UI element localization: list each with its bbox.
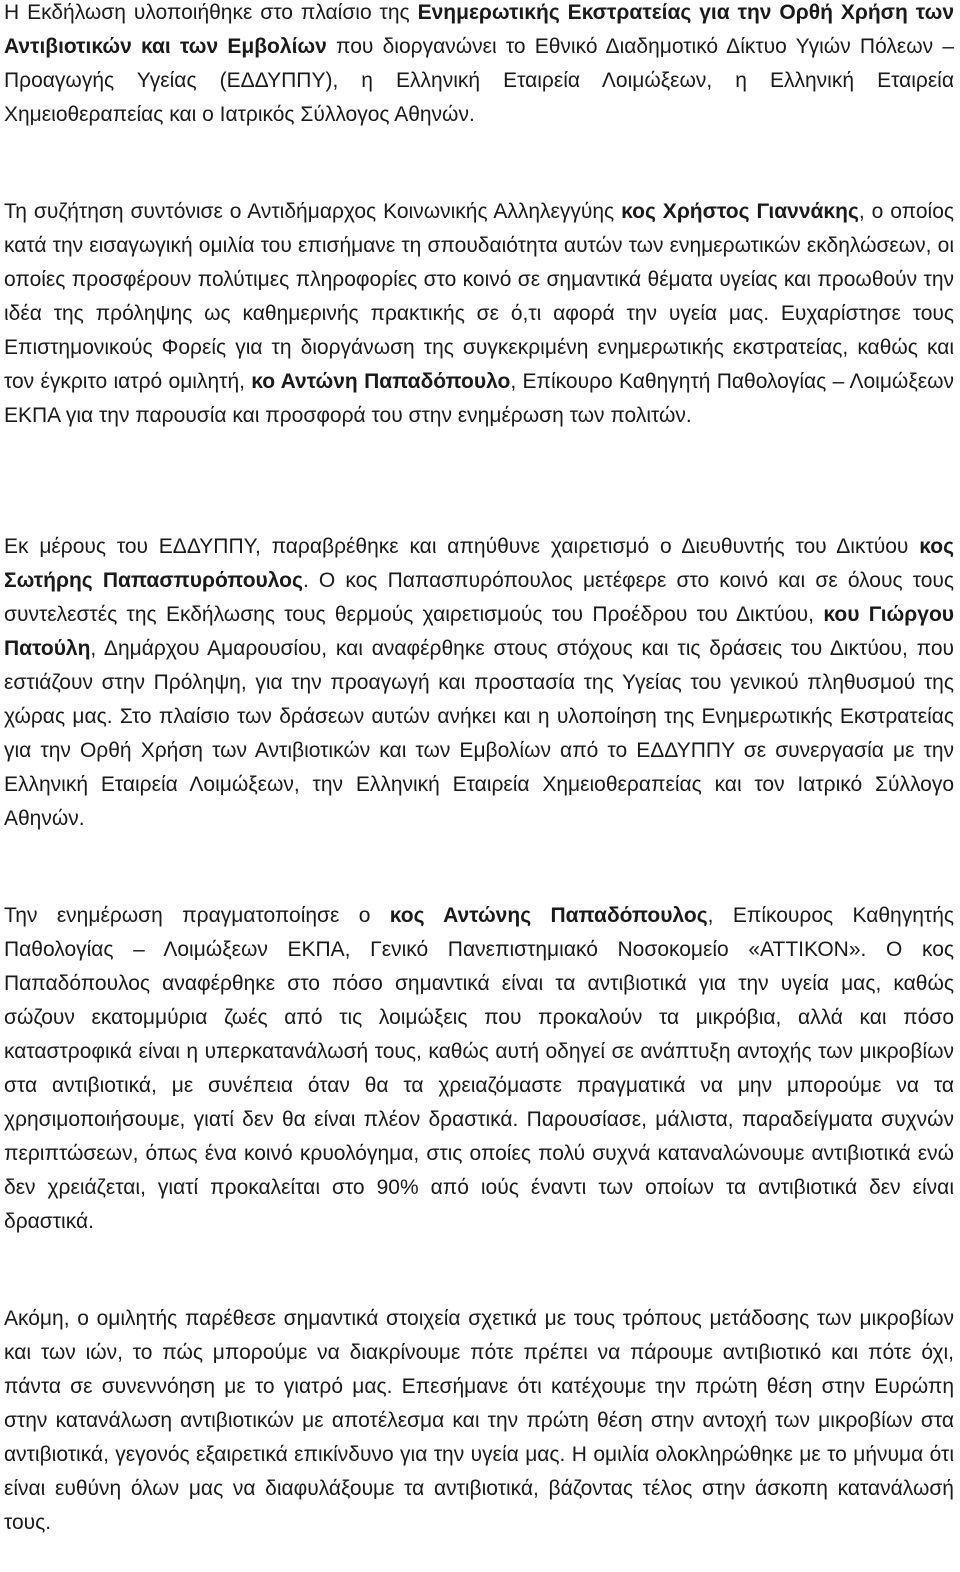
bold-run: κου Γιώργου Πατούλη xyxy=(4,603,955,660)
text-run: Τη συζήτηση συντόνισε ο Αντιδήμαρχος Κοινωνικής Αλληλεγγύης xyxy=(4,200,622,223)
text-run: Εκ μέρους του ΕΔΔΥΠΠΥ, παραβρέθηκε και απηύθυνε χαιρετισμό ο Διευθυντής του Δικτύου xyxy=(4,535,920,558)
bold-run: κο Αντώνη Παπαδόπουλο xyxy=(251,370,511,393)
paragraph-speaker xyxy=(4,899,954,1239)
paragraph-campaign-intro xyxy=(4,0,954,132)
bold-run: κος Σωτήρης Παπασπυρόπουλος xyxy=(4,535,954,592)
text-run: , ο οποίος κατά την εισαγωγική ομιλία του επισήμανε τη σπουδαιότητα αυτών των ενημερωτικών εκδηλώσεων, οι οποίες προσφέρουν πολύτιμες πληροφορίες στο κοινό σε σημαντικά θέματα υγείας και προωθούν την ιδέα της πρόληψης ως καθημερινής πρακτικής σε ό,τι αφορά την υγεία μας. Ευχαρίστησε τους Επιστημονικούς Φορείς για τη διοργάνωση της συγκεκριμένη ενημερωτικής εκστρατείας, καθώς και τον έγκριτο ιατρό ομιλητή, xyxy=(4,200,954,393)
paragraph-closing xyxy=(4,1302,954,1540)
text-run: , Επίκουρος Καθηγητής Παθολογίας – Λοιμώξεων ΕΚΠΑ, Γενικό Πανεπιστημιακό Νοσοκομείο «ΑΤΤΙΚΟΝ». Ο κος Παπαδόπουλος αναφέρθηκε στο πόσο σημαντικά είναι τα αντιβιοτικά για την υγεία μας, καθώς σώζουν εκατομμύρια ζωές από τις λοιμώξεις που προκαλούν τα μικρόβια, αλλά και πόσο καταστροφικά είναι η υπερκατανάλωσή τους, καθώς αυτή οδηγεί σε ανάπτυξη αντοχής των μικροβίων στα αντιβιοτικά, με συνέπεια όταν θα τα χρειαζόμαστε πραγματικά να μην μπορούμε να τα χρησιμοποιήσουμε, γιατί δεν θα είναι πλέον δραστικά. Παρουσίασε, μάλιστα, παραδείγματα συχνών περιπτώσεων, όπως ένα κοινό κρυολόγημα, στις οποίες πολύ συχνά καταναλώνουμε αντιβιοτικά ενώ δεν χρειάζεται, γιατί προκαλείται στο 90% από ιούς έναντι των οποίων τα αντιβιοτικά δεν είναι δραστικά. xyxy=(4,904,955,1233)
bold-run: Ενημερωτικής Εκστρατείας για την Ορθή Χρήση των Αντιβιοτικών και των Εμβολίων xyxy=(4,1,955,58)
text-run: Ακόμη, ο ομιλητής παρέθεσε σημαντικά στοιχεία σχετικά με τους τρόπους μετάδοσης των μικροβίων και των ιών, το πώς μπορούμε να διακρίνουμε πότε πρέπει να πάρουμε αντιβιοτικό και πότε όχι, πάντα σε συνεννόηση με το γιατρό μας. Επεσήμανε ότι κατέχουμε την πρώτη θέση στην Ευρώπη στην κατανάλωση αντιβιοτικών με αποτέλεσμα και την πρώτη θέση στην αντοχή των μικροβίων στα αντιβιοτικά, γεγονός εξαιρετικά επικίνδυνο για την υγεία μας. Η ομιλία ολοκληρώθηκε με το μήνυμα ότι είναι ευθύνη όλων μας να διαφυλάξουμε τα αντιβιοτικά, βάζοντας τέλος στην άσκοπη κατανάλωσή τους. xyxy=(4,1307,954,1534)
bold-run: κος Αντώνης Παπαδόπουλος xyxy=(389,904,708,927)
text-run: , Δημάρχου Αμαρουσίου, και αναφέρθηκε στους στόχους και τις δράσεις του Δικτύου, που εστιάζουν στην Πρόληψη, για την προαγωγή και προστασία της Υγείας του γενικού πληθυσμού της χώρας μας. Στο πλαίσιο των δράσεων αυτών ανήκει και η υλοποίηση της Ενημερωτικής Εκστρατείας για την Ορθή Χρήση των Αντιβιοτικών και των Εμβολίων από το ΕΔΔΥΠΠΥ σε συνεργασία με την Ελληνική Εταιρεία Λοιμώξεων, την Ελληνική Εταιρεία Χημειοθεραπείας και τον Ιατρικό Σύλλογο Αθηνών. xyxy=(4,637,954,830)
text-run: . Ο κος Παπασπυρόπουλος μετέφερε στο κοινό και σε όλους τους συντελεστές της Εκδήλωσης τους θερμούς χαιρετισμούς του Προέδρου του Δικτύου, xyxy=(4,569,954,626)
paragraph-moderator xyxy=(4,195,954,433)
bold-run: κος Χρήστος Γιαννάκης xyxy=(621,200,859,223)
text-run: Την ενημέρωση πραγματοποίησε ο xyxy=(4,904,390,927)
text-run: , Επίκουρο Καθηγητή Παθολογίας – Λοιμώξεων ΕΚΠΑ για την παρουσία και προσφορά του στην ενημέρωση των πολιτών. xyxy=(4,370,954,427)
text-run: Η Εκδήλωση υλοποιήθηκε στο πλαίσιο της xyxy=(4,1,418,24)
text-run: που διοργανώνει το Εθνικό Διαδημοτικό Δίκτυο Υγιών Πόλεων – Προαγωγής Υγείας (ΕΔΔΥΠΠΥ), η Ελληνική Εταιρεία Λοιμώξεων, η Ελληνική Εταιρεία Χημειοθεραπείας και ο Ιατρικός Σύλλογος Αθηνών. xyxy=(4,35,954,126)
paragraph-network-greeting xyxy=(4,530,954,836)
